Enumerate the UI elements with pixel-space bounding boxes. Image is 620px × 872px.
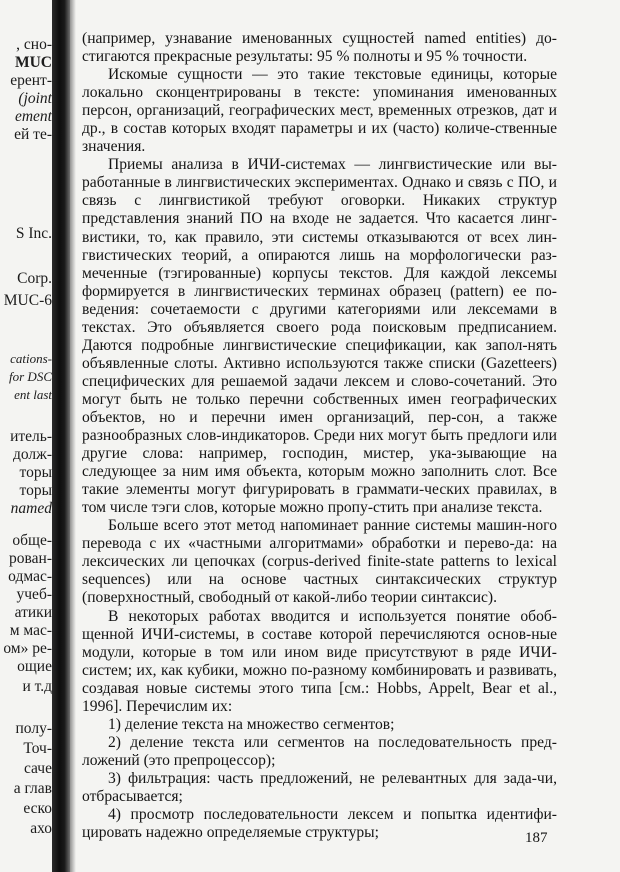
gutter-fragment: for DSC xyxy=(9,369,52,384)
list-item: 1) деление текста на множество сегментов; xyxy=(108,715,395,733)
gutter-fragment: м мас- xyxy=(9,622,52,639)
gutter-fragment: торы xyxy=(19,482,52,499)
gutter-fragment: named xyxy=(10,500,52,517)
page-body xyxy=(82,30,557,842)
gutter-fragment: рован- xyxy=(9,550,52,567)
book-spine-shadow xyxy=(52,0,70,872)
list-item: 3) фильтрация: часть предложений, не релевантных для зада-чи, отбрасывается; xyxy=(82,769,557,805)
gutter-fragment: ощие xyxy=(17,658,52,675)
gutter-fragment: еско xyxy=(23,800,52,817)
gutter-fragment: саче xyxy=(23,760,52,777)
paragraph: В некоторых работах вводится и используется понятие обоб-щенной ИЧИ-системы, в составе которой перечисляются основ-ные модули, которые в том или ином виде присутствуют в ряде ИЧИ-систем; их, как кубики, можно по-разному комбинировать и развивать, создавая новые системы этого типа [см.: Hobbs, Appelt, Bear et al., 1996]. Перечислим их: xyxy=(82,607,557,715)
spine-gradient xyxy=(70,0,76,872)
paragraph: Больше всего этот метод напоминает ранние системы машин-ного перевода с их «частными алгоритмами» обработки и перево-да: на лексических ли цепочках (corpus-derived finite-state patterns to lexical sequences) или на основе частных синтаксических структур (поверхностный, свободный от какой-либо теории синтаксис). xyxy=(82,517,557,607)
gutter-fragment: cations- xyxy=(10,351,52,366)
gutter-fragment: ent last xyxy=(14,387,52,402)
gutter-fragment: MUC-6 xyxy=(3,292,52,309)
gutter-fragment: и т.д xyxy=(22,678,52,695)
paragraph: (например, узнавание именованных сущностей named entities) до-стигаются прекрасные результаты: 95 % полноты и 95 % точности. xyxy=(82,30,557,66)
gutter-fragment: обще- xyxy=(12,532,52,549)
list-item: 2) деление текста или сегментов на последовательность пред-ложений (это препроцессор); xyxy=(82,733,557,769)
gutter-fragment: , сно- xyxy=(16,36,52,53)
gutter-fragment: ement xyxy=(14,108,52,125)
gutter-fragment: ом» ре- xyxy=(3,640,52,657)
paragraph: Искомые сущности — это такие текстовые единицы, которые локально сконцентрированы в тексте: упоминания именованных персон, организаций, географических мест, временных отрезков, дат и др., в состав которых входят параметры и их (часто) количе-ственные значения. xyxy=(82,66,557,156)
gutter-fragment: а глав xyxy=(13,780,52,797)
gutter-fragment: (joint xyxy=(18,90,52,107)
gutter-fragment: MUC xyxy=(14,54,52,71)
gutter-fragment: ей те- xyxy=(14,126,52,143)
gutter-fragment: ерент- xyxy=(10,72,52,89)
left-page-gutter xyxy=(0,0,52,872)
gutter-fragment: одмас- xyxy=(8,568,52,585)
gutter-fragment: итель- xyxy=(10,428,52,445)
page-number: 187 xyxy=(525,830,548,846)
gutter-fragment: учеб- xyxy=(16,586,52,603)
paragraph: Приемы анализа в ИЧИ-системах — лингвистические или вы-работанные в лингвистических экспериментах. Однако и связь с ПО, и связь с лингвистикой требуют оговорки. Никаких структур представления знаний ПО на входе не задается. Что касается линг-вистики, то, как правило, эти системы отказываются от всех лин-гвистических теорий, а опираются лишь на морфологически раз-меченные (тэгированные) корпусы текстов. Для каждой лексемы формируется в лингвистических терминах образец (pattern) ее по-ведения: сочетаемости с другими категориями или лексемами в текстах. Это объявляется своего рода поисковым предписанием. Даются подробные лингвистические спецификации, как запол-нять объявленные слоты. Активно используются также списки (Gazetteers) специфических для решаемой задачи лексем и слово-сочетаний. Это могут быть не только перечни собственных имен географических объектов, но и перечни имен организаций, пер-сон, а также разнообразных слов-индикаторов. Среди них могут быть предлоги или другие слова: например, господин, мистер, ука-зывающие на следующее за ним имя объекта, которым можно заполнить слот. Все такие элементы могут фигурировать в граммати-ческих правилах, в том числе тэги слов, которые можно пропу-стить при анализе текста. xyxy=(82,156,557,517)
gutter-fragment: ахо xyxy=(30,820,52,837)
gutter-fragment: полу- xyxy=(15,720,52,737)
gutter-fragment: Corp. xyxy=(17,270,52,287)
list-item: 4) просмотр последовательности лексем и попытка идентифи-цировать надежно определяемые структуры; xyxy=(82,806,557,842)
gutter-fragment: Точ- xyxy=(23,740,52,757)
gutter-fragment: S Inc. xyxy=(15,225,52,242)
gutter-fragment: торы xyxy=(19,464,52,481)
gutter-fragment: атики xyxy=(14,604,52,621)
gutter-fragment: долж- xyxy=(12,446,52,463)
